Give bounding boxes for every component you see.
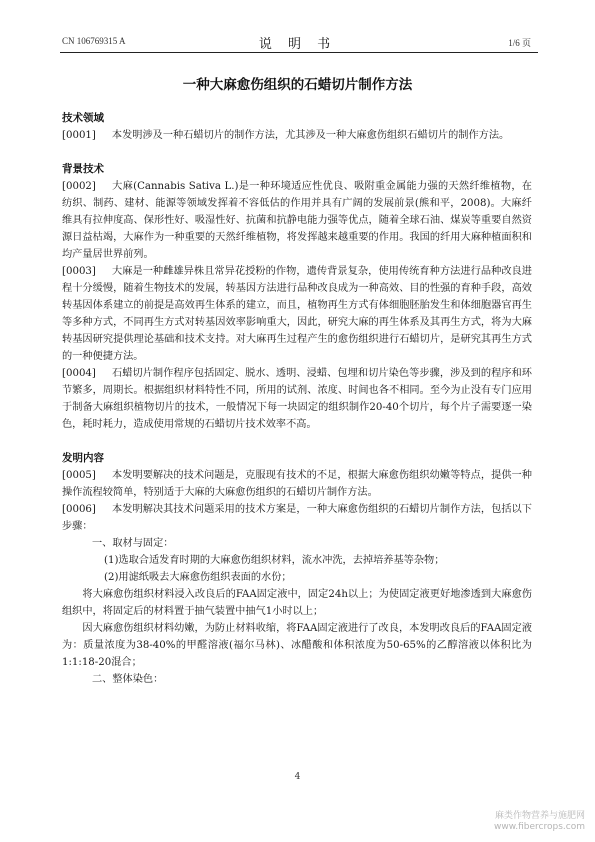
paragraph-0005 xyxy=(62,467,532,501)
section-heading-tech-field: 技术领域 xyxy=(62,112,104,124)
header-doc-id: CN 106769315 A xyxy=(62,36,126,46)
watermark-name: 麻类作物营养与施肥网 xyxy=(494,811,585,821)
paragraph-number: [0005] xyxy=(62,470,96,481)
header-title: 说 明 书 xyxy=(258,37,337,52)
section-heading-background: 背景技术 xyxy=(62,163,104,175)
paragraph-text: 本发明涉及一种石蜡切片的制作方法，尤其涉及一种大麻愈伤组织石蜡切片的制作方法。 xyxy=(111,130,510,141)
step-blot-water: (2)用滤纸吸去大麻愈伤组织表面的水份； xyxy=(104,572,292,583)
watermark-url: www.fibercrops.com xyxy=(494,822,585,832)
paragraph-text: 本发明解决其技术问题采用的技术方案是，一种大麻愈伤组织的石蜡切片制作方法，包括以下步骤： xyxy=(62,504,532,532)
paragraph-0006 xyxy=(62,501,532,535)
paragraph-number: [0002] xyxy=(62,181,96,192)
paragraph-text: 大麻是一种雌雄异株且常异花授粉的作物，遗传背景复杂，使用传统育种方法进行品种改良进程十分缓慢，随着生物技术的发展，转基因方法进行品种改良成为一种高效、目的性强的育种手段，高效转基因体系建立的前提是高效再生体系的建立，而且，植物再生方式有体细胞胚胎发生和体细胞器官再生等多种方式，不同再生方式对转基因效率影响重大，因此，研究大麻的再生体系及其再生方式，将为大麻转基因研究提供理论基础和技术支持。对大麻再生过程产生的愈伤组织进行石蜡切片，是研究其再生方式的一种便捷方法。 xyxy=(62,266,532,362)
paragraph-0002 xyxy=(62,178,532,263)
paragraph-number: [0006] xyxy=(62,504,96,515)
paragraph-text: 石蜡切片制作程序包括固定、脱水、透明、浸蜡、包埋和切片染色等步骤，涉及到的程序和环节繁多，周期长。根据组织材料特性不同，所用的试剂、浓度、时间也各不相同。至今为止没有专门应用于制备大麻组织植物切片的技术，一般情况下每一块固定的组织制作20-40个切片，每个片子需要逐一染色，耗时耗力，造成使用常规的石蜡切片技术效率不高。 xyxy=(62,368,532,430)
paragraph-0004 xyxy=(62,365,532,433)
document-body xyxy=(62,110,532,688)
paragraph-number: [0004] xyxy=(62,368,96,379)
paragraph-text: 大麻(Cannabis Sativa L.)是一种环境适应性优良、吸附重金属能力强的天然纤维植物，在纺织、制药、建材、能源等领域发挥着不容低估的作用并具有广阔的发展前景(熊和平，2008)。大麻纤维具有拉伸度高、保形性好、吸湿性好、抗菌和抗静电能力强等优点，随着全球石油、煤炭等重要自然资源日益枯竭，大麻作为一种重要的天然纤维植物，将发挥越来越重要的作用。我国的纤用大麻种植面积和均产量居世界前列。 xyxy=(62,181,532,260)
paragraph-text: 本发明要解决的技术问题是，克服现有技术的不足，根据大麻愈伤组织幼嫩等特点，提供一种操作流程较简单，特别适于大麻的大麻愈伤组织的石蜡切片制作方法。 xyxy=(62,470,532,498)
step-faa-modified: 因大麻愈伤组织材料幼嫩，为防止材料收缩，将FAA固定液进行了改良，本发明改良后的FAA固定液为：质量浓度为38-40%的甲醛溶液(福尔马林)、冰醋酸和体积浓度为50-65%的乙醇溶液以体积比为1:1:18-20混合； xyxy=(62,623,532,668)
step-fixation-detail: 将大麻愈伤组织材料浸入改良后的FAA固定液中，固定24h以上；为使固定液更好地渗透到大麻愈伤组织中，将固定后的材料置于抽气装置中抽气1小时以上； xyxy=(62,589,532,617)
page-number: 4 xyxy=(294,772,301,782)
paragraph-0001 xyxy=(62,127,532,144)
step-whole-staining: 二、整体染色： xyxy=(92,674,164,685)
section-heading-invention: 发明内容 xyxy=(62,452,104,464)
paragraph-number: [0003] xyxy=(62,266,96,277)
document-title: 一种大麻愈伤组织的石蜡切片制作方法 xyxy=(182,77,413,93)
paragraph-number: [0001] xyxy=(62,130,96,141)
header-divider xyxy=(60,52,538,53)
step-sampling-fixation: 一、取材与固定： xyxy=(92,538,174,549)
header-page: 1/6 页 xyxy=(508,38,531,48)
paragraph-0003 xyxy=(62,263,532,365)
step-select-material: (1)选取合适发育时期的大麻愈伤组织材料，流水冲洗，去掉培养基等杂物； xyxy=(104,555,445,566)
watermark xyxy=(494,811,585,833)
